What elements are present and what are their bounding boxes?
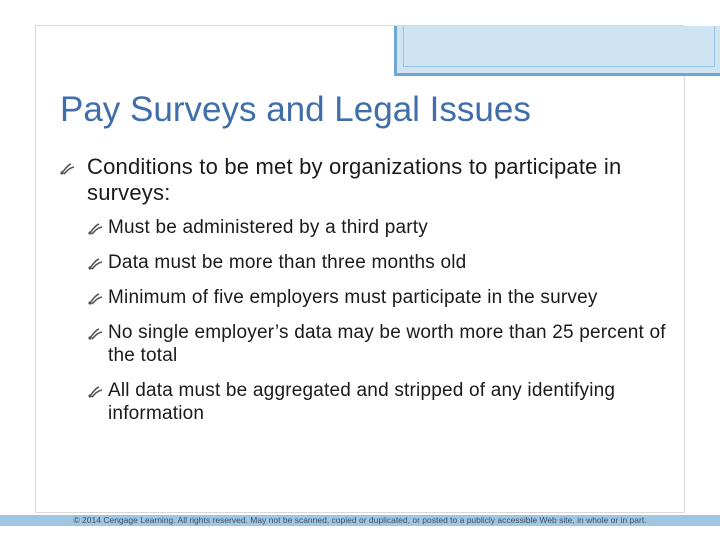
signal-wave-icon	[88, 256, 104, 270]
sub-bullet	[56, 286, 676, 309]
main-bullet-text: Conditions to be met by organizations to participate in surveys:	[87, 154, 622, 205]
copyright-footer	[0, 515, 720, 526]
main-bullet	[56, 154, 676, 206]
slide-title: Pay Surveys and Legal Issues	[60, 90, 531, 129]
signal-wave-icon	[88, 221, 104, 235]
sub-bullet-text: Must be administered by a third party	[108, 217, 428, 238]
copyright-text: © 2014 Cengage Learning. All rights reserved. May not be scanned, copied or duplicated, or posted to a publicly accessible Web site, in whole or in part.	[73, 515, 647, 525]
signal-wave-icon	[60, 161, 76, 175]
sub-bullet-text: Data must be more than three months old	[108, 252, 467, 273]
slide-content	[56, 154, 676, 425]
sub-bullet	[56, 379, 676, 425]
accent-tab	[394, 26, 720, 76]
sub-bullet-text: No single employer’s data may be worth more than 25 percent of the total	[108, 322, 666, 366]
sub-bullet	[56, 251, 676, 274]
sub-bullet	[56, 216, 676, 239]
sub-bullet-text: Minimum of five employers must participate in the survey	[108, 287, 598, 308]
signal-wave-icon	[88, 291, 104, 305]
accent-tab-inner	[403, 26, 715, 67]
sub-bullet-text: All data must be aggregated and stripped of any identifying information	[108, 380, 616, 424]
signal-wave-icon	[88, 384, 104, 398]
signal-wave-icon	[88, 326, 104, 340]
sub-bullet	[56, 321, 676, 367]
